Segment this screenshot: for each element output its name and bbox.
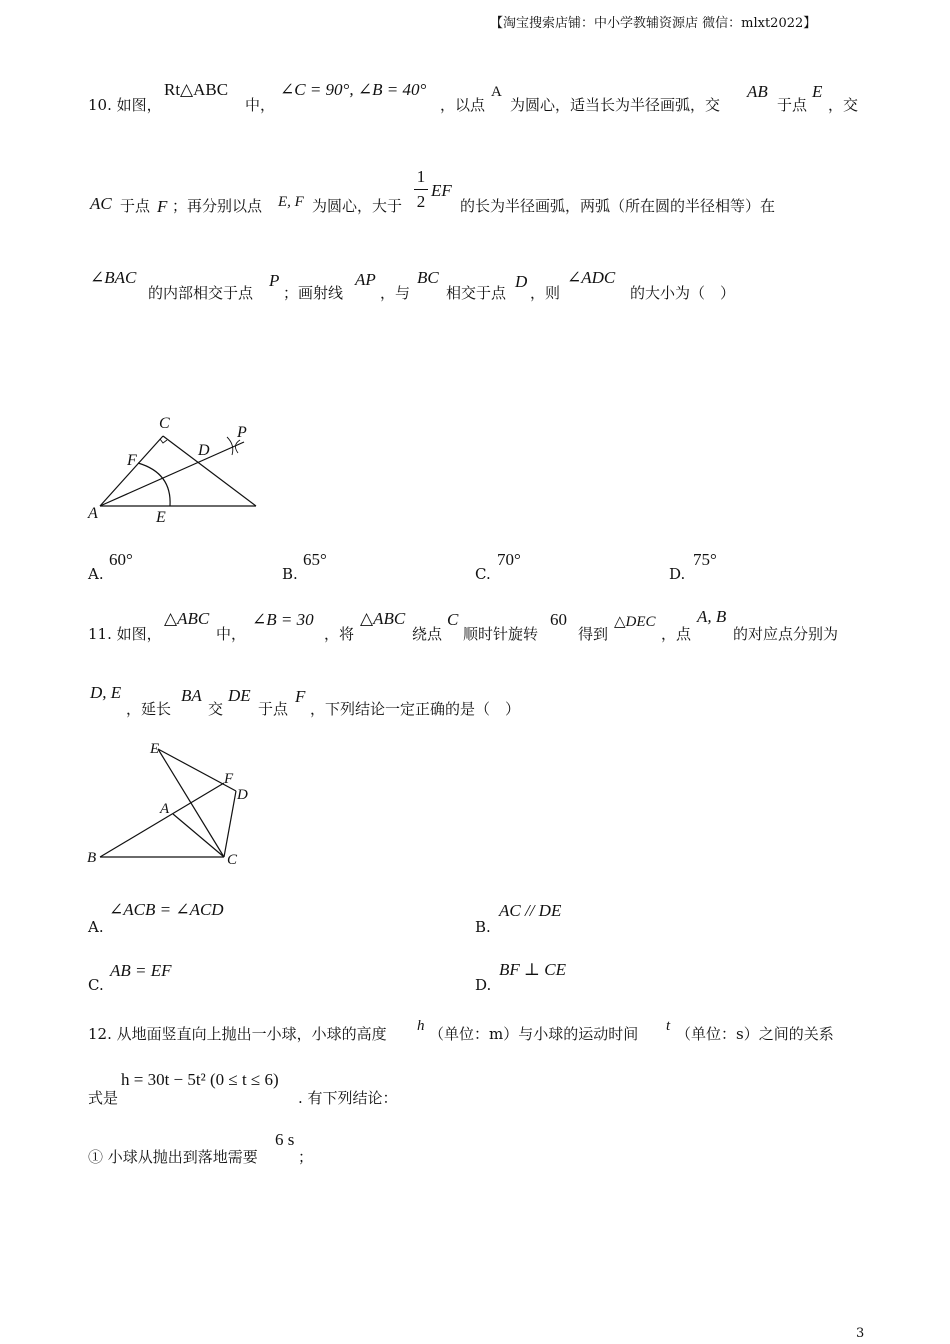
q11-triangle-dec: △DEC: [614, 614, 656, 630]
q11-number: 11. 如图，: [88, 625, 162, 643]
q10-point-a: A: [491, 84, 502, 100]
q10-text: ，与: [380, 284, 411, 302]
q10-option-b-value: 65°: [303, 550, 327, 569]
q10-text: 于点: [120, 197, 151, 215]
q10-point-e: E: [812, 82, 823, 101]
q10-text: 中，: [245, 96, 276, 114]
q11-text: 绕点: [412, 625, 443, 643]
q10-fig-label-p: P: [237, 424, 247, 441]
q11-fig-label-d: D: [237, 787, 248, 803]
q12-unit-t: （单位：s）之间的关系: [676, 1025, 834, 1043]
q11-fig-label-f: F: [224, 771, 234, 787]
page-number: 3: [856, 1326, 865, 1341]
q10-seg-bc: BC: [417, 268, 439, 287]
q11-points-ab: A, B: [697, 607, 727, 626]
q11-option-d-letter: D.: [475, 976, 492, 994]
q10-text: ；再分别以点: [172, 197, 263, 215]
q10-number: 10. 如图，: [88, 96, 162, 114]
q11-triangle-abc-2: △ABC: [360, 609, 406, 628]
q10-angle-adc: ∠ADC: [567, 268, 616, 287]
q10-fig-right-angle: [160, 439, 167, 443]
q11-option-c-letter: C.: [88, 976, 104, 994]
q11-option-b-value: AC // DE: [499, 901, 562, 920]
q12-formula: h = 30t − 5t² (0 ≤ t ≤ 6): [121, 1070, 279, 1089]
q11-text: ，延长: [126, 700, 172, 718]
q12-unit-h: （单位：m）与小球的运动时间: [429, 1025, 639, 1043]
q11-text: ，将: [324, 625, 355, 643]
q10-figure: [80, 405, 280, 535]
q10-fig-side-ac: [100, 436, 163, 506]
q10-text: ；画射线: [283, 284, 344, 302]
q10-seg-ab: AB: [747, 82, 768, 101]
q10-ray-ap: AP: [355, 270, 376, 289]
q10-fig-ray-ap: [100, 442, 244, 506]
q10-text: 的大小为（ ）: [630, 284, 736, 302]
q11-text: 的对应点分别为: [733, 625, 839, 643]
q11-point-f: F: [295, 687, 306, 706]
q11-text: 顺时针旋转: [463, 625, 539, 643]
q10-angle-bac: ∠BAC: [90, 268, 137, 287]
q10-points-ef: E, F: [278, 194, 304, 210]
q10-option-b-letter: B.: [282, 565, 298, 583]
q10-text: 于点: [777, 96, 808, 114]
q10-rt-triangle: Rt△ABC: [164, 80, 229, 99]
q10-angles: ∠C = 90°, ∠B = 40°: [280, 80, 427, 99]
q11-points-de: D, E: [90, 683, 122, 702]
q11-fig-label-b: B: [87, 850, 97, 866]
q10-point-d: D: [515, 272, 528, 291]
q11-text: 于点: [258, 700, 289, 718]
q11-text: 得到: [578, 625, 609, 643]
q11-figure: [80, 735, 280, 870]
q11-text: ，下列结论一定正确的是（ ）: [310, 700, 521, 718]
q10-point-p: P: [269, 271, 280, 290]
q11-option-d-value: BF ⊥ CE: [499, 960, 566, 979]
q11-text: 交: [208, 700, 224, 718]
q11-fig-line-bf: [100, 783, 224, 857]
q11-seg-de: DE: [228, 686, 251, 705]
q10-text: 为圆心，大于: [312, 197, 403, 215]
q10-option-c-value: 70°: [497, 550, 521, 569]
q11-fig-side-ac: [173, 814, 224, 857]
q12-conclusion-1: ① 小球从抛出到落地需要: [88, 1148, 258, 1166]
q10-text: ，则: [530, 284, 561, 302]
q11-point-c: C: [447, 610, 459, 629]
q10-fig-label-e: E: [156, 509, 166, 526]
q11-option-c-value: AB = EF: [110, 961, 172, 980]
q10-fig-arc-p1: [227, 437, 233, 455]
q12-after: . 有下列结论：: [298, 1089, 398, 1107]
q10-text: ，以点: [440, 96, 486, 114]
q10-text: ，交: [828, 96, 859, 114]
q12-line1: 12. 从地面竖直向上抛出一小球，小球的高度: [88, 1025, 387, 1043]
q11-option-a-value: ∠ACB = ∠ACD: [109, 900, 224, 919]
q10-option-d-letter: D.: [669, 565, 686, 583]
q11-seg-ba: BA: [181, 686, 202, 705]
q10-fig-label-d: D: [198, 442, 210, 459]
q12-conclusion-1-value: 6 s: [275, 1130, 295, 1149]
q11-fig-side-dc: [224, 791, 236, 857]
q11-fig-label-c: C: [227, 852, 238, 868]
q12-shishi: 式是: [88, 1089, 119, 1107]
q11-triangle-abc: △ABC: [164, 609, 210, 628]
q10-option-a-value: 60°: [109, 550, 133, 569]
q10-text: 相交于点: [446, 284, 507, 302]
q11-fig-label-a: A: [160, 801, 170, 817]
q10-seg-ef: EF: [431, 181, 452, 200]
q10-fig-label-a: A: [88, 505, 98, 522]
q10-fig-label-c: C: [159, 415, 170, 432]
q11-text: ，点: [661, 625, 692, 643]
q12-var-h: h: [417, 1018, 425, 1034]
q10-option-a-letter: A.: [88, 565, 104, 583]
header-banner: 【淘宝搜索店铺：中小学教辅资源店 微信：mlxt2022】: [490, 16, 817, 31]
q10-fig-arc-p2: [235, 440, 240, 453]
q10-text: 为圆心，适当长为半径画弧，交: [510, 96, 721, 114]
q10-text: 的内部相交于点: [148, 284, 254, 302]
q10-fig-label-f: F: [127, 452, 137, 469]
q10-seg-ac: AC: [90, 194, 112, 213]
q11-fig-label-e: E: [150, 741, 160, 757]
q11-degree: 60: [550, 610, 567, 629]
q12-var-t: t: [666, 1018, 671, 1034]
q11-option-a-letter: A.: [88, 918, 104, 936]
q11-text: 中，: [216, 625, 247, 643]
q10-text: 的长为半径画弧，两弧（所在圆的半径相等）在: [460, 197, 776, 215]
q11-angle-b: ∠B = 30: [252, 610, 314, 629]
q10-fig-arc-ef: [138, 463, 170, 506]
q10-option-c-letter: C.: [475, 565, 491, 583]
q11-option-b-letter: B.: [475, 918, 491, 936]
q10-point-f: F: [157, 197, 168, 216]
q10-option-d-value: 75°: [693, 550, 717, 569]
q12-conclusion-1-end: ；: [298, 1148, 314, 1166]
